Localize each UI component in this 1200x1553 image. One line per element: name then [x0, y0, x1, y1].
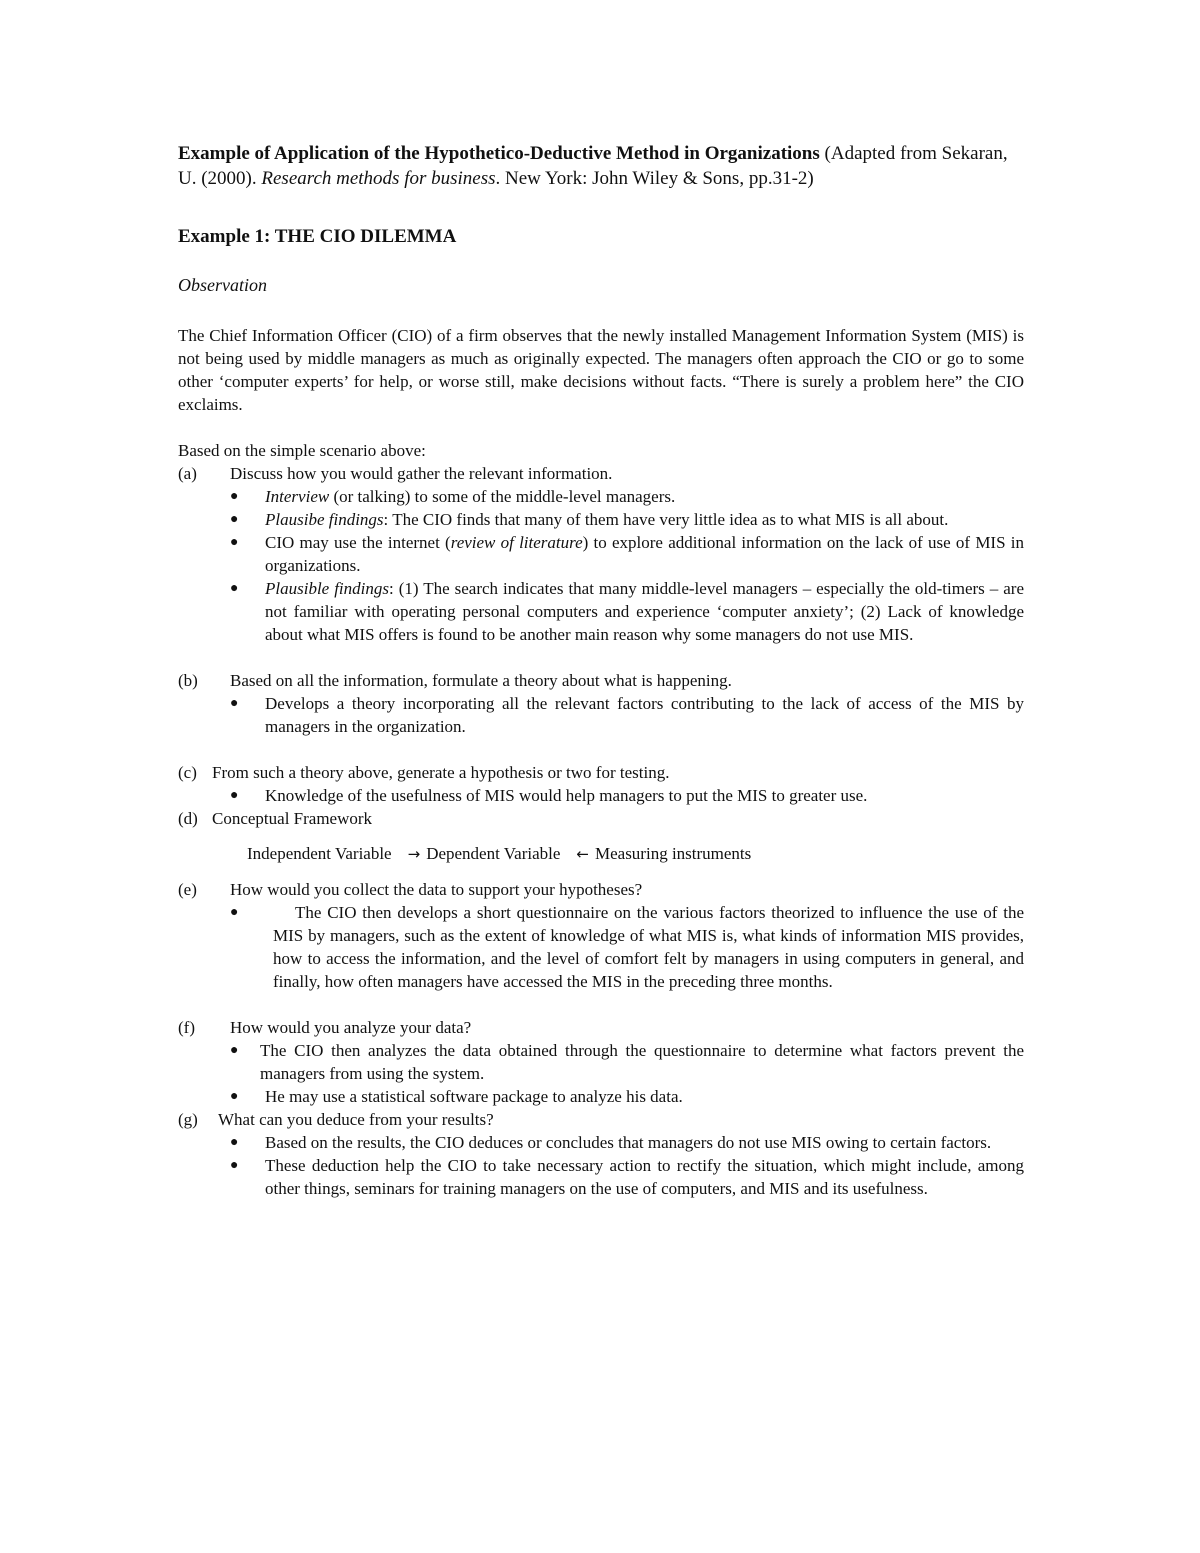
document-content — [178, 141, 1024, 1200]
observation-label: Observation — [178, 275, 267, 295]
section-c-bullets — [178, 784, 1024, 807]
bullet-dot-icon: ● — [230, 535, 239, 550]
section-c-text: From such a theory above, generate a hypothesis or two for testing. — [212, 763, 670, 782]
list-item — [230, 1154, 1024, 1200]
bullet-text: These deduction help the CIO to take necessary action to rectify the situation, which might include, among other things, seminars for training managers on the use of computers, and MIS and its usefulness. — [265, 1156, 1024, 1198]
bullet-text: Based on the results, the CIO deduces or concludes that managers do not use MIS owing to certain factors. — [265, 1133, 992, 1152]
section-f-letter: (f) — [178, 1018, 195, 1037]
bullet-text: Develops a theory incorporating all the relevant factors contributing to the lack of access of the MIS by managers in the organization. — [265, 694, 1024, 736]
list-item — [230, 692, 1024, 738]
bullet-text: The CIO then develops a short questionnaire on the various factors theorized to influence the use of the MIS by managers, such as the extent of knowledge of what MIS is, what kinds of information MIS provides, how to access the information, and the level of comfort felt by managers in using computers in general, and finally, how often managers have accessed the MIS in the preceding three months. — [273, 903, 1024, 991]
document-title — [178, 141, 1024, 191]
bullet-italic: Interview — [265, 487, 330, 506]
section-b-text: Based on all the information, formulate a theory about what is happening. — [230, 671, 732, 690]
section-a-bullets — [178, 485, 1024, 646]
bullet-text: Knowledge of the usefulness of MIS would help managers to put the MIS to greater use. — [265, 786, 868, 805]
bullet-dot-icon: ● — [230, 581, 239, 596]
bullet-dot-icon: ● — [230, 1158, 239, 1173]
bullet-italic: review of literature — [450, 533, 583, 552]
section-b-letter: (b) — [178, 671, 198, 690]
list-item — [230, 508, 1024, 531]
list-item — [230, 577, 1024, 646]
bullet-text: (or talking) to some of the middle-level managers. — [329, 487, 676, 506]
section-e-text: How would you collect the data to support your hypotheses? — [230, 880, 643, 899]
section-f-text: How would you analyze your data? — [230, 1018, 472, 1037]
measuring-instruments: Measuring instruments — [594, 844, 752, 863]
independent-variable: Independent Variable — [247, 844, 392, 863]
bullet-dot-icon: ● — [230, 1089, 239, 1104]
right-arrow-icon: → — [407, 845, 421, 863]
section-b-bullets — [178, 692, 1024, 738]
section-g-letter: (g) — [178, 1110, 198, 1129]
section-g — [178, 1108, 1024, 1131]
section-f — [178, 1016, 1024, 1039]
section-c-letter: (c) — [178, 763, 197, 782]
section-d-text: Conceptual Framework — [212, 809, 373, 828]
left-arrow-icon: ← — [576, 845, 589, 863]
section-g-bullets — [178, 1131, 1024, 1200]
section-f-bullets — [178, 1039, 1024, 1108]
list-item — [230, 901, 1024, 993]
section-e-letter: (e) — [178, 880, 197, 899]
bullet-dot-icon: ● — [230, 1135, 239, 1150]
spacer — [178, 993, 1024, 1016]
section-d — [178, 807, 1024, 830]
spacer — [178, 646, 1024, 669]
section-d-letter: (d) — [178, 809, 198, 828]
section-g-text: What can you deduce from your results? — [218, 1110, 494, 1129]
list-item — [230, 784, 1024, 807]
bullet-text: The CIO then analyzes the data obtained through the questionnaire to determine what factors prevent the managers from using the system. — [260, 1041, 1024, 1083]
section-c — [178, 761, 1024, 784]
list-item — [230, 531, 1024, 577]
spacer — [178, 738, 1024, 761]
bullet-italic: Plausibe findings — [265, 510, 384, 529]
bullet-dot-icon: ● — [230, 489, 239, 504]
example-heading: Example 1: THE CIO DILEMMA — [178, 226, 457, 247]
list-item — [230, 1039, 1024, 1085]
section-a-letter: (a) — [178, 464, 197, 483]
bullet-text: ) to explore additional information on the lack of use of MIS in organizations. — [265, 533, 1025, 575]
section-a-text: Discuss how you would gather the relevant information. — [230, 464, 613, 483]
bullet-italic: Plausible findings — [265, 579, 389, 598]
scenario-intro: Based on the simple scenario above: — [178, 441, 426, 460]
bullet-dot-icon: ● — [230, 696, 239, 711]
title-adapted-suffix: . New York: John Wiley & Sons, pp.31-2) — [495, 168, 814, 189]
bullet-text: : The CIO finds that many of them have very little idea as to what MIS is all about. — [383, 510, 949, 529]
title-book: Research methods for business — [261, 168, 496, 189]
bullet-text: He may use a statistical software package to analyze his data. — [265, 1087, 683, 1106]
bullet-dot-icon: ● — [230, 1043, 239, 1058]
dependent-variable: Dependent Variable — [426, 844, 561, 863]
conceptual-framework — [247, 842, 1024, 866]
bullet-dot-icon: ● — [230, 788, 239, 803]
bullet-text: CIO may use the internet ( — [265, 533, 451, 552]
section-a — [178, 462, 1024, 485]
section-b — [178, 669, 1024, 692]
bullet-dot-icon: ● — [230, 512, 239, 527]
list-item — [230, 1085, 1024, 1108]
list-item — [230, 485, 1024, 508]
bullet-dot-icon: ● — [230, 905, 239, 920]
list-item — [230, 1131, 1024, 1154]
observation-paragraph: The Chief Information Officer (CIO) of a firm observes that the newly installed Management Information System (MIS) is not being used by middle managers as much as originally expected. The managers often approach the CIO or go to some other ‘computer experts’ for help, or worse still, make decisions without facts. “There is surely a problem here” the CIO exclaims. — [178, 326, 1024, 414]
title-bold: Example of Application of the Hypothetico-Deductive Method in Organizations — [178, 143, 820, 164]
title-adapted-prefix: (Adapted from Sekaran, U. (2000). — [178, 143, 1008, 189]
section-e-bullets — [178, 901, 1024, 993]
section-e — [178, 878, 1024, 901]
bullet-text: : (1) The search indicates that many middle-level managers – especially the old-timers – are not familiar with operating personal computers and experience ‘computer anxiety’; (2) Lack of knowledge about what MIS offers is found to be another main reason why some managers do not use MIS. — [265, 579, 1025, 644]
